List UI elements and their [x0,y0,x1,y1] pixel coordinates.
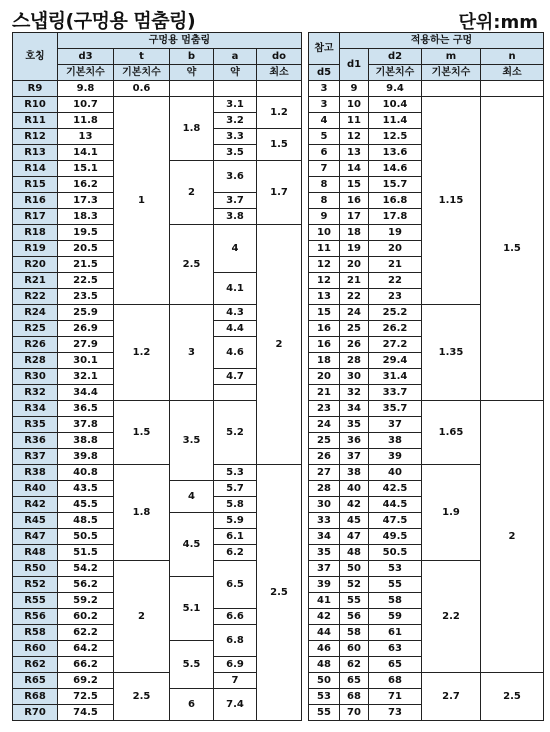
m-cell: 1.9 [422,465,481,561]
a-cell: 3.3 [214,129,257,145]
d1-cell: 47 [340,529,369,545]
d3-cell: 25.9 [58,305,114,321]
sub-header-a: 약 [214,65,257,81]
nominal-cell: R14 [13,161,58,177]
d5-cell: 5 [309,129,340,145]
nominal-cell: R58 [13,625,58,641]
retaining-ring-table [12,32,302,721]
d3-cell: 39.8 [58,449,114,465]
a-cell: 6.5 [214,561,257,609]
nominal-cell: R35 [13,417,58,433]
d5-cell: 25 [309,433,340,449]
d3-cell: 16.2 [58,177,114,193]
b-cell: 3 [170,305,214,401]
d1-cell: 36 [340,433,369,449]
table-row [309,401,544,417]
m-cell: 1.35 [422,305,481,401]
d1-cell: 62 [340,657,369,673]
do-cell: 1.5 [257,129,302,161]
nominal-cell: R21 [13,273,58,289]
nominal-cell: R28 [13,353,58,369]
a-cell: 6.8 [214,625,257,657]
n-cell: 2.5 [481,673,544,721]
d3-cell: 38.8 [58,433,114,449]
d5-cell: 37 [309,561,340,577]
d2-cell: 14.6 [369,161,422,177]
nominal-cell: R47 [13,529,58,545]
d2-cell: 73 [369,705,422,721]
d2-cell: 16.8 [369,193,422,209]
d2-cell: 10.4 [369,97,422,113]
d3-cell: 13 [58,129,114,145]
m-cell: 1.65 [422,401,481,465]
nominal-cell: R11 [13,113,58,129]
d3-cell: 54.2 [58,561,114,577]
d5-cell: 11 [309,241,340,257]
col-header-d2: d2 [369,49,422,65]
nominal-cell: R36 [13,433,58,449]
d5-cell: 12 [309,257,340,273]
m-cell: 2.7 [422,673,481,721]
a-cell: 6.1 [214,529,257,545]
a-cell: 6.6 [214,609,257,625]
nominal-cell: R19 [13,241,58,257]
d3-cell: 34.4 [58,385,114,401]
d3-cell: 32.1 [58,369,114,385]
d2-cell: 9.4 [369,81,422,97]
t-cell: 1 [114,97,170,305]
nominal-cell: R62 [13,657,58,673]
d3-cell: 37.8 [58,417,114,433]
d2-cell: 49.5 [369,529,422,545]
d2-cell: 37 [369,417,422,433]
group-header-ring: 구멍용 멈춤링 [58,33,302,49]
col-header-d3: d3 [58,49,114,65]
d2-cell: 20 [369,241,422,257]
nominal-cell: R65 [13,673,58,689]
a-cell [214,385,257,401]
d1-cell: 24 [340,305,369,321]
d5-cell: 46 [309,641,340,657]
d2-cell: 33.7 [369,385,422,401]
d2-cell: 44.5 [369,497,422,513]
nominal-cell: R37 [13,449,58,465]
d5-cell: 30 [309,497,340,513]
n-cell [481,81,544,97]
a-cell: 5.9 [214,513,257,529]
d1-cell: 20 [340,257,369,273]
nominal-cell: R17 [13,209,58,225]
d1-cell: 13 [340,145,369,161]
nominal-cell: R16 [13,193,58,209]
t-cell: 1.5 [114,401,170,465]
d1-cell: 25 [340,321,369,337]
d1-cell: 50 [340,561,369,577]
d3-cell: 45.5 [58,497,114,513]
d3-cell: 17.3 [58,193,114,209]
d5-cell: 50 [309,673,340,689]
d1-cell: 42 [340,497,369,513]
d3-cell: 50.5 [58,529,114,545]
d1-cell: 68 [340,689,369,705]
d1-cell: 40 [340,481,369,497]
sub-header-d3: 기본치수 [58,65,114,81]
nominal-cell: R42 [13,497,58,513]
d1-cell: 35 [340,417,369,433]
d2-cell: 21 [369,257,422,273]
d5-cell: 26 [309,449,340,465]
d3-cell: 74.5 [58,705,114,721]
a-cell: 4.3 [214,305,257,321]
d1-cell: 18 [340,225,369,241]
d5-cell: 53 [309,689,340,705]
d3-cell: 14.1 [58,145,114,161]
a-cell: 7 [214,673,257,689]
table-row [13,97,302,113]
d3-cell: 48.5 [58,513,114,529]
t-cell: 2.5 [114,673,170,721]
nominal-cell: R56 [13,609,58,625]
d1-cell: 26 [340,337,369,353]
d3-cell: 51.5 [58,545,114,561]
d3-cell: 36.5 [58,401,114,417]
m-cell [422,81,481,97]
a-cell: 3.6 [214,161,257,193]
d1-cell: 37 [340,449,369,465]
d3-cell: 59.2 [58,593,114,609]
d1-cell: 11 [340,113,369,129]
t-cell: 1.8 [114,465,170,561]
d5-cell: 48 [309,657,340,673]
d5-cell: 13 [309,289,340,305]
nominal-cell: R26 [13,337,58,353]
nominal-cell: R38 [13,465,58,481]
a-cell: 3.2 [214,113,257,129]
applied-hole-table [308,32,544,721]
nominal-header: 호칭 [13,33,58,81]
d5-cell: 23 [309,401,340,417]
d3-cell: 60.2 [58,609,114,625]
a-cell: 4.7 [214,369,257,385]
b-cell: 2.5 [170,225,214,305]
d5-cell: 28 [309,481,340,497]
d3-cell: 18.3 [58,209,114,225]
nominal-cell: R48 [13,545,58,561]
d2-cell: 68 [369,673,422,689]
d1-cell: 32 [340,385,369,401]
d1-cell: 52 [340,577,369,593]
d2-cell: 55 [369,577,422,593]
d1-cell: 65 [340,673,369,689]
d2-cell: 39 [369,449,422,465]
b-cell: 2 [170,161,214,225]
d1-cell: 60 [340,641,369,657]
d5-cell: 27 [309,465,340,481]
sub-header-b: 약 [170,65,214,81]
d2-cell: 63 [369,641,422,657]
d5-cell: 15 [309,305,340,321]
m-cell: 1.15 [422,97,481,305]
a-cell: 3.7 [214,193,257,209]
d5-cell: 42 [309,609,340,625]
d1-cell: 22 [340,289,369,305]
d3-cell: 64.2 [58,641,114,657]
d5-cell: 6 [309,145,340,161]
nominal-cell: R12 [13,129,58,145]
d2-cell: 15.7 [369,177,422,193]
d2-cell: 47.5 [369,513,422,529]
ref-header: 참고 [309,33,340,65]
do-cell [257,81,302,97]
col-header-d1: d1 [340,49,369,81]
d5-cell: 4 [309,113,340,129]
d3-cell: 72.5 [58,689,114,705]
d5-cell: 9 [309,209,340,225]
do-cell: 2 [257,225,302,465]
d1-cell: 70 [340,705,369,721]
d3-cell: 19.5 [58,225,114,241]
d1-cell: 14 [340,161,369,177]
nominal-cell: R50 [13,561,58,577]
d3-cell: 20.5 [58,241,114,257]
d2-cell: 27.2 [369,337,422,353]
d2-cell: 50.5 [369,545,422,561]
a-cell: 6.2 [214,545,257,561]
a-cell: 4.6 [214,337,257,369]
d5-cell: 24 [309,417,340,433]
m-cell: 2.2 [422,561,481,673]
d5-cell: 35 [309,545,340,561]
col-header-a: a [214,49,257,65]
d2-cell: 23 [369,289,422,305]
d5-cell: 3 [309,81,340,97]
nominal-cell: R52 [13,577,58,593]
a-cell: 4 [214,225,257,273]
b-cell: 4 [170,481,214,513]
a-cell: 6.9 [214,657,257,673]
d2-cell: 17.8 [369,209,422,225]
page-title: 스냅링(구멍용 멈춤링) [12,10,196,32]
nominal-cell: R25 [13,321,58,337]
t-cell: 0.6 [114,81,170,97]
d5-cell: 39 [309,577,340,593]
d5-cell: 44 [309,625,340,641]
d2-cell: 40 [369,465,422,481]
do-cell: 2.5 [257,465,302,721]
d3-cell: 11.8 [58,113,114,129]
d3-cell: 27.9 [58,337,114,353]
d2-cell: 42.5 [369,481,422,497]
do-cell: 1.7 [257,161,302,225]
d2-cell: 29.4 [369,353,422,369]
d1-cell: 12 [340,129,369,145]
d1-cell: 45 [340,513,369,529]
nominal-cell: R24 [13,305,58,321]
d5-cell: 18 [309,353,340,369]
d3-cell: 22.5 [58,273,114,289]
a-cell: 4.1 [214,273,257,305]
d1-cell: 30 [340,369,369,385]
d2-cell: 12.5 [369,129,422,145]
b-cell: 6 [170,689,214,721]
d3-cell: 26.9 [58,321,114,337]
table-row [13,81,302,97]
d5-cell: 16 [309,321,340,337]
d1-cell: 16 [340,193,369,209]
nominal-cell: R40 [13,481,58,497]
d2-cell: 71 [369,689,422,705]
do-cell: 1.2 [257,97,302,129]
d1-cell: 9 [340,81,369,97]
d5-cell: 34 [309,529,340,545]
nominal-cell: R22 [13,289,58,305]
nominal-cell: R10 [13,97,58,113]
d2-cell: 59 [369,609,422,625]
t-cell: 2 [114,561,170,673]
sub-header-m: 기본치수 [422,65,481,81]
d3-cell: 69.2 [58,673,114,689]
d5-cell: 20 [309,369,340,385]
d5-cell: 8 [309,177,340,193]
d5-cell: 10 [309,225,340,241]
d5-cell: 3 [309,97,340,113]
table-row [309,97,544,113]
table-row [309,81,544,97]
nominal-cell: R15 [13,177,58,193]
d3-cell: 9.8 [58,81,114,97]
sub-header-d2: 기본치수 [369,65,422,81]
table-row [309,673,544,689]
d2-cell: 26.2 [369,321,422,337]
a-cell: 4.4 [214,321,257,337]
d5-cell: 41 [309,593,340,609]
b-cell [170,81,214,97]
d1-cell: 15 [340,177,369,193]
d3-cell: 43.5 [58,481,114,497]
d2-cell: 31.4 [369,369,422,385]
d3-cell: 23.5 [58,289,114,305]
d3-cell: 40.8 [58,465,114,481]
a-cell: 5.2 [214,401,257,465]
n-cell: 1.5 [481,97,544,401]
a-cell: 5.8 [214,497,257,513]
a-cell: 3.5 [214,145,257,161]
d2-cell: 35.7 [369,401,422,417]
d3-cell: 62.2 [58,625,114,641]
d1-cell: 48 [340,545,369,561]
nominal-cell: R20 [13,257,58,273]
d2-cell: 13.6 [369,145,422,161]
d1-cell: 34 [340,401,369,417]
nominal-cell: R34 [13,401,58,417]
a-cell: 3.8 [214,209,257,225]
nominal-cell: R32 [13,385,58,401]
d1-cell: 10 [340,97,369,113]
d5-cell: 16 [309,337,340,353]
a-cell: 7.4 [214,689,257,721]
col-header-t: t [114,49,170,65]
nominal-cell: R68 [13,689,58,705]
d2-cell: 61 [369,625,422,641]
d1-cell: 19 [340,241,369,257]
d5-cell: 33 [309,513,340,529]
nominal-cell: R30 [13,369,58,385]
group-header-hole: 적용하는 구멍 [340,33,544,49]
a-cell [214,81,257,97]
d1-cell: 38 [340,465,369,481]
d2-cell: 58 [369,593,422,609]
a-cell: 3.1 [214,97,257,113]
b-cell: 5.1 [170,577,214,641]
n-cell: 2 [481,401,544,673]
sub-header-d5: d5 [309,65,340,81]
nominal-cell: R18 [13,225,58,241]
nominal-cell: R13 [13,145,58,161]
d1-cell: 58 [340,625,369,641]
nominal-cell: R9 [13,81,58,97]
d3-cell: 56.2 [58,577,114,593]
d3-cell: 30.1 [58,353,114,369]
t-cell: 1.2 [114,305,170,401]
d3-cell: 10.7 [58,97,114,113]
d3-cell: 66.2 [58,657,114,673]
d1-cell: 56 [340,609,369,625]
col-header-n: n [481,49,544,65]
d2-cell: 25.2 [369,305,422,321]
d1-cell: 55 [340,593,369,609]
nominal-cell: R55 [13,593,58,609]
d2-cell: 38 [369,433,422,449]
col-header-do: do [257,49,302,65]
b-cell: 5.5 [170,641,214,689]
d1-cell: 17 [340,209,369,225]
d5-cell: 21 [309,385,340,401]
b-cell: 1.8 [170,97,214,161]
d2-cell: 19 [369,225,422,241]
sub-header-t: 기본치수 [114,65,170,81]
d2-cell: 11.4 [369,113,422,129]
d5-cell: 7 [309,161,340,177]
d5-cell: 55 [309,705,340,721]
d2-cell: 22 [369,273,422,289]
a-cell: 5.7 [214,481,257,497]
nominal-cell: R70 [13,705,58,721]
a-cell: 5.3 [214,465,257,481]
d1-cell: 28 [340,353,369,369]
d3-cell: 21.5 [58,257,114,273]
b-cell: 4.5 [170,513,214,577]
unit-label: 단위:mm [458,12,538,33]
nominal-cell: R45 [13,513,58,529]
d1-cell: 21 [340,273,369,289]
sub-header-n: 최소 [481,65,544,81]
col-header-m: m [422,49,481,65]
table-row [13,465,302,481]
d2-cell: 53 [369,561,422,577]
b-cell: 3.5 [170,401,214,481]
d3-cell: 15.1 [58,161,114,177]
d2-cell: 65 [369,657,422,673]
d5-cell: 8 [309,193,340,209]
col-header-b: b [170,49,214,65]
d5-cell: 12 [309,273,340,289]
sub-header-do: 최소 [257,65,302,81]
nominal-cell: R60 [13,641,58,657]
